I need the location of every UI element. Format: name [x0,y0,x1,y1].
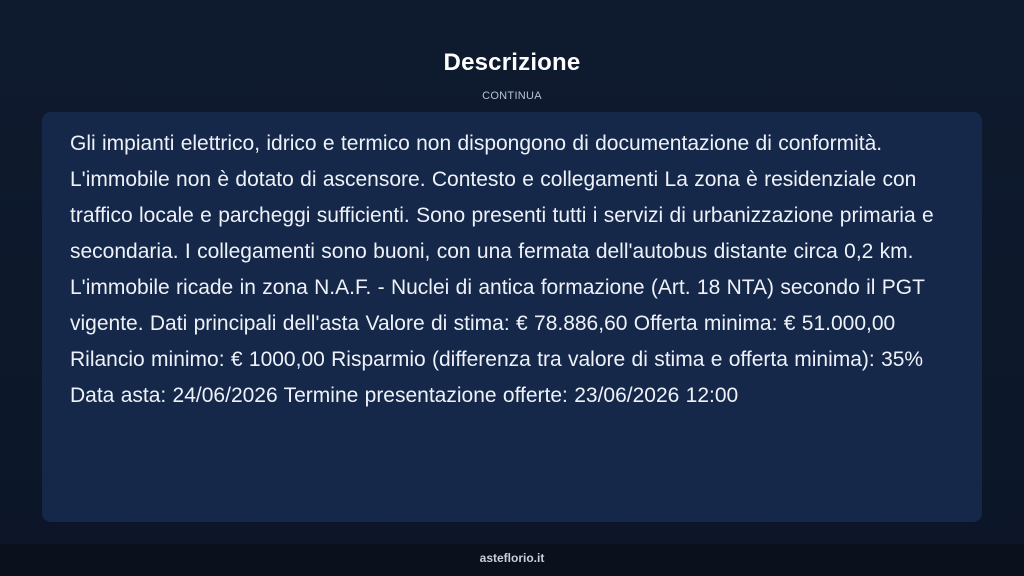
page-title: Descrizione [443,49,581,76]
continua-label: CONTINUA [482,90,542,102]
footer [0,544,1024,576]
description-text: Gli impianti elettrico, idrico e termico non dispongono di documentazione di conformità. L'immobile non è dotato di ascensore. Contesto e collegamenti La zona è residenziale con traffico locale e parcheggi sufficienti. Sono presenti tutti i servizi di urbanizzazione primaria e secondaria. I collegamenti sono buoni, con una fermata dell'autobus distante circa 0,2 km. L'immobile ricade in zona N.A.F. - Nuclei di antica formazione (Art. 18 NTA) secondo il PGT vigente. Dati principali dell'asta Valore di stima: € 78.886,60 Offerta minima: € 51.000,00 Rilancio minimo: € 1000,00 Risparmio (differenza tra valore di stima e offerta minima): 35% Data asta: 24/06/2026 Termine presentazione offerte: 23/06/2026 12:00 [70,132,934,407]
description-card [42,112,982,522]
site-name: asteflorio.it [479,551,545,565]
